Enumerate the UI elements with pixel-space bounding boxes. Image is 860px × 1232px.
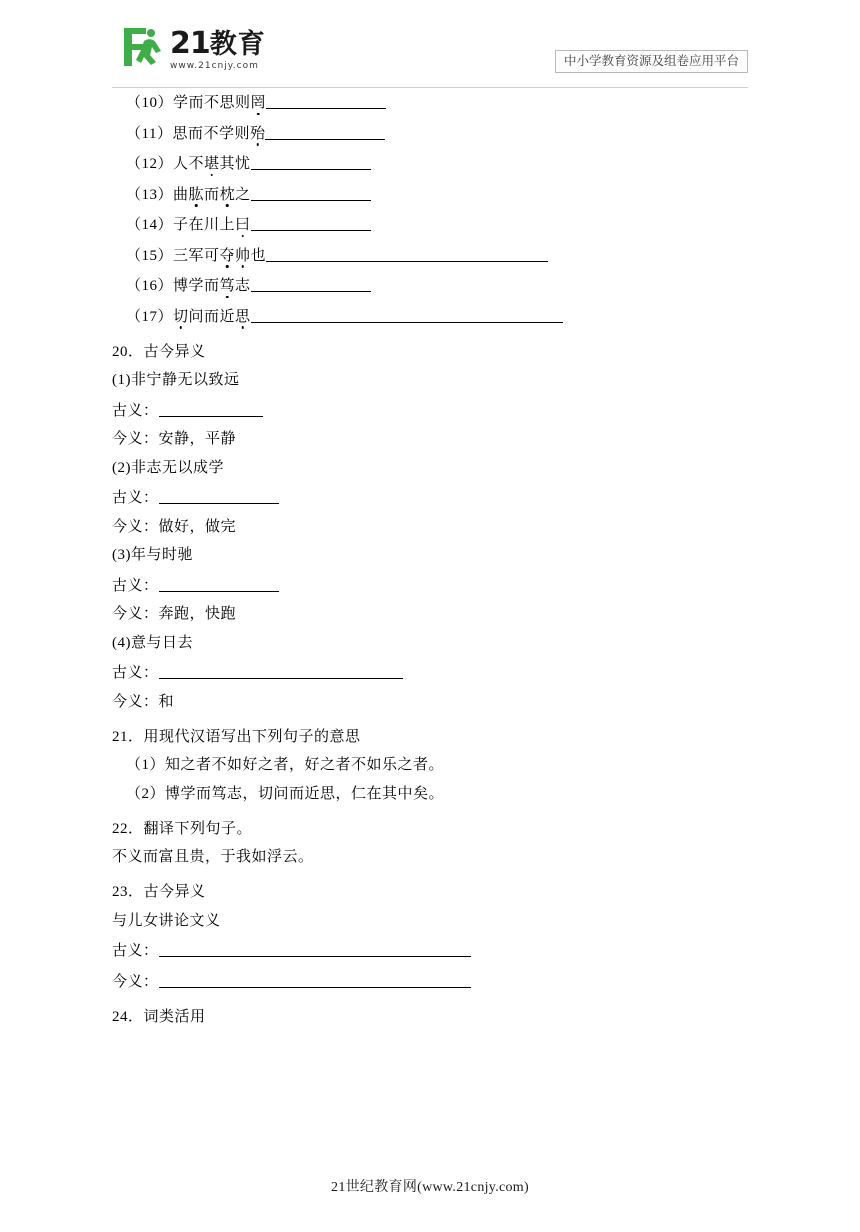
item-number: （17） <box>126 308 174 325</box>
answer-blank[interactable] <box>251 308 563 323</box>
question-number: 24． <box>112 1008 144 1025</box>
q20-old-meaning <box>112 577 748 594</box>
item-number: （16） <box>126 278 174 294</box>
item-text: 子在川上曰 <box>173 217 251 233</box>
answer-blank[interactable] <box>266 247 548 262</box>
question-20-heading <box>112 345 748 360</box>
q20-old-meaning <box>112 489 748 506</box>
old-meaning-label: 古义： <box>112 665 159 681</box>
page-footer: 21世纪教育网(www.21cnjy.com) <box>331 1180 529 1195</box>
answer-blank[interactable] <box>159 973 471 988</box>
logo-wordmark <box>170 22 266 72</box>
answer-blank[interactable] <box>159 577 279 592</box>
q20-new-meaning <box>112 695 748 710</box>
item-text: 思而不学则殆 <box>172 125 266 142</box>
new-meaning-value: 和 <box>158 693 175 710</box>
fill-in-list <box>112 94 748 325</box>
header-divider <box>112 87 748 88</box>
q20-new-meaning <box>112 607 748 622</box>
q20-item-label: (1)非宁静无以致远 <box>112 372 240 388</box>
question-title: 词类活用 <box>143 1008 206 1025</box>
answer-blank[interactable] <box>266 94 386 109</box>
list-item <box>112 94 748 111</box>
logo-number: 21 <box>170 26 210 61</box>
item-number: （10） <box>126 95 174 111</box>
new-meaning-value: 做好，做完 <box>158 518 237 535</box>
question-number: 21． <box>112 728 144 745</box>
site-logo <box>120 22 266 72</box>
new-meaning-label: 今义： <box>112 973 159 990</box>
list-item <box>112 155 748 172</box>
question-23-heading <box>112 885 748 900</box>
question-21-heading <box>112 730 748 745</box>
q23-new-meaning <box>112 973 748 990</box>
answer-blank[interactable] <box>251 155 371 170</box>
list-item <box>112 308 748 325</box>
header-tagline: 中小学教育资源及组卷应用平台 <box>555 50 748 73</box>
item-number: （11） <box>126 125 173 142</box>
item-number: （14） <box>126 217 174 233</box>
document-page <box>0 16 860 1232</box>
q21-sentence: （2）博学而笃志，切问而近思，仁在其中矣。 <box>126 785 445 802</box>
old-meaning-label: 古义： <box>112 402 159 419</box>
answer-blank[interactable] <box>159 664 403 679</box>
q23-subject: 与儿女讲论文义 <box>112 912 221 929</box>
list-item <box>112 186 748 203</box>
item-text: 人不堪其忧 <box>173 156 251 172</box>
question-number: 22． <box>112 820 144 837</box>
q20-item-label: (2)非志无以成学 <box>112 459 224 476</box>
logo-word: 教育 <box>209 29 266 59</box>
answer-blank[interactable] <box>251 216 371 231</box>
q21-sentence: （1）知之者不如好之者，好之者不如乐之者。 <box>126 757 445 773</box>
q20-old-meaning <box>112 664 748 681</box>
question-number: 23． <box>112 884 144 900</box>
answer-blank[interactable] <box>251 186 371 201</box>
answer-blank[interactable] <box>159 489 279 504</box>
list-item <box>112 216 748 233</box>
item-text: 博学而笃志 <box>173 278 251 294</box>
list-item <box>112 125 748 142</box>
new-meaning-value: 奔跑，快跑 <box>158 606 237 622</box>
question-title: 用现代汉语写出下列句子的意思 <box>143 728 361 745</box>
logo-url: www.21cnjy.com <box>170 61 259 71</box>
answer-blank[interactable] <box>159 402 263 417</box>
running-man-icon <box>120 24 166 70</box>
list-item <box>112 277 748 294</box>
question-22-heading <box>112 822 748 837</box>
q20-old-meaning <box>112 402 748 419</box>
question-24-heading <box>112 1010 748 1025</box>
answer-blank[interactable] <box>265 125 385 140</box>
page-header <box>112 16 748 88</box>
new-meaning-label: 今义： <box>112 693 159 710</box>
old-meaning-label: 古义： <box>112 943 159 959</box>
q20-new-meaning <box>112 520 748 535</box>
question-title: 古今异义 <box>143 343 206 360</box>
item-number: （12） <box>126 156 174 172</box>
new-meaning-label: 今义： <box>112 606 159 622</box>
q23-old-meaning <box>112 942 748 959</box>
item-text: 三军可夺帅也 <box>173 247 267 264</box>
item-text: 切问而近思 <box>173 308 251 325</box>
old-meaning-label: 古义： <box>112 490 159 506</box>
new-meaning-value: 安静，平静 <box>158 431 237 447</box>
question-title: 翻译下列句子。 <box>143 820 253 837</box>
new-meaning-label: 今义： <box>112 431 159 447</box>
answer-blank[interactable] <box>159 942 471 957</box>
list-item <box>112 247 748 264</box>
question-number: 20． <box>112 343 144 360</box>
answer-blank[interactable] <box>251 277 371 292</box>
item-text: 曲肱而枕之 <box>173 186 251 203</box>
q20-item-label: (4)意与日去 <box>112 634 193 651</box>
q22-sentence: 不义而富且贵，于我如浮云。 <box>112 849 314 865</box>
question-title: 古今异义 <box>143 884 206 900</box>
item-text: 学而不思则罔 <box>173 95 267 111</box>
item-number: （15） <box>126 247 174 264</box>
document-body <box>112 94 748 1025</box>
q20-item-label: (3)年与时驰 <box>112 547 193 563</box>
new-meaning-label: 今义： <box>112 518 159 535</box>
old-meaning-label: 古义： <box>112 577 159 594</box>
q20-new-meaning <box>112 432 748 447</box>
item-number: （13） <box>126 186 174 203</box>
